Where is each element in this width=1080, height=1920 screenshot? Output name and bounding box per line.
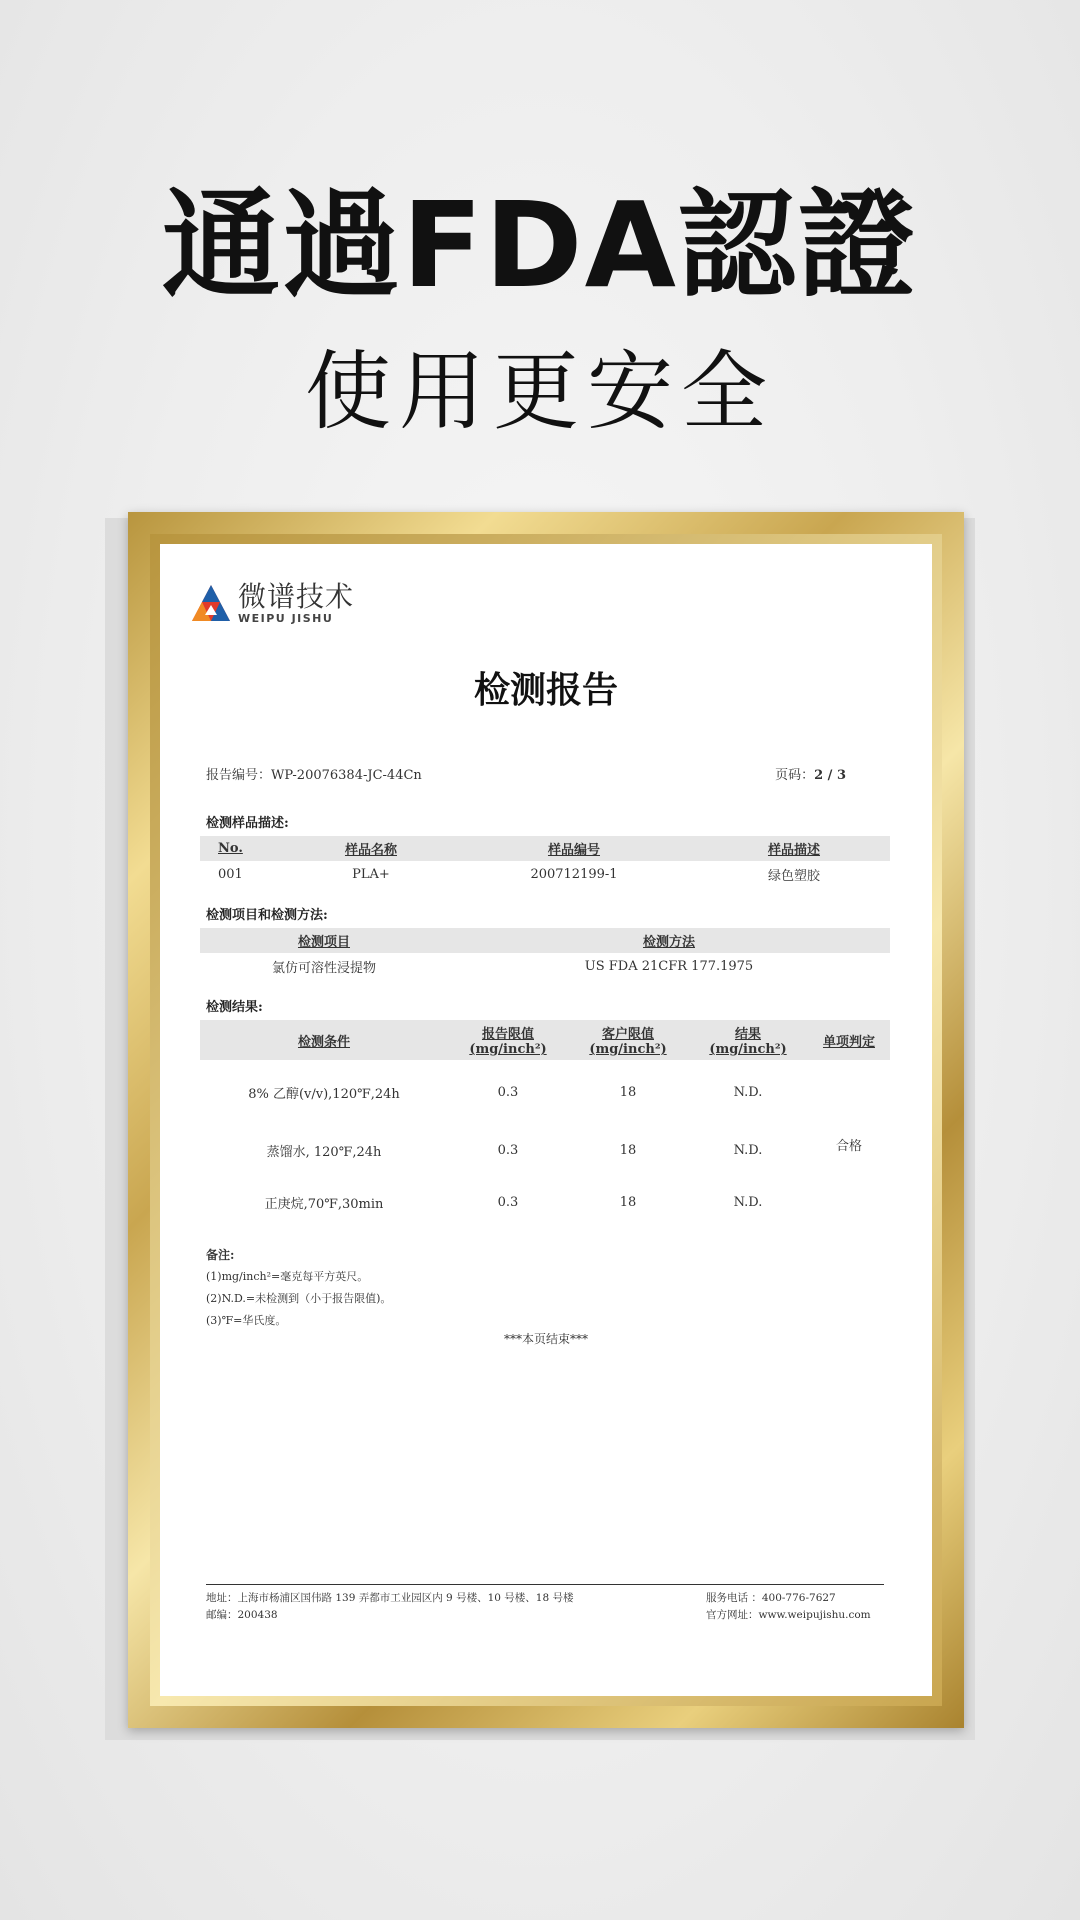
result-header-result: 结果 (mg/inch²): [688, 1020, 808, 1060]
weipu-logo-icon: [190, 583, 232, 625]
table-row: [200, 1124, 890, 1176]
result-report-limit: 0.3: [497, 1194, 519, 1210]
method-header-method: 检测方法: [448, 928, 890, 953]
result-value: N.D.: [733, 1194, 763, 1210]
headline: 通過FDA認證: [162, 176, 918, 314]
logo-chinese-name: 微谱技术: [238, 580, 355, 613]
page-indicator: [775, 764, 846, 783]
table-row: [200, 953, 890, 980]
sample-header-desc: 样品描述: [698, 836, 890, 861]
end-of-page-note: ***本页结束***: [503, 1332, 588, 1346]
result-section-title: 检测结果:: [206, 1000, 263, 1015]
test-report-document: [160, 544, 932, 1696]
result-condition: 蒸馏水, 120℉,24h: [266, 1144, 382, 1160]
table-row: [200, 1176, 890, 1228]
result-report-limit: 0.3: [497, 1084, 519, 1100]
subheadline: 使用更安全: [305, 342, 775, 442]
method-item: 氯仿可溶性浸提物: [271, 961, 376, 976]
document-footer: [206, 1590, 884, 1624]
report-meta: [206, 764, 846, 783]
footer-divider: [206, 1584, 884, 1585]
note-item: (3)℉=华氏度。: [206, 1314, 287, 1327]
result-header-report-limit: 报告限值 (mg/inch²): [448, 1020, 568, 1060]
result-client-limit: 18: [619, 1142, 637, 1158]
note-item: (2)N.D.=未检测到（小于报告限值)。: [206, 1292, 392, 1305]
footer-website: 官方网址：www.weipujishu.com: [706, 1609, 871, 1621]
footer-contact: [706, 1590, 871, 1624]
frame-inner-bevel: [150, 534, 942, 1706]
result-table: [200, 1020, 890, 1228]
result-client-limit: 18: [619, 1084, 637, 1100]
sample-desc: 绿色塑胶: [767, 869, 820, 884]
result-value: N.D.: [733, 1084, 763, 1100]
sample-header-id: 样品编号: [450, 836, 698, 861]
sample-header-name: 样品名称: [292, 836, 450, 861]
sample-no: 001: [218, 867, 243, 882]
result-condition: 正庚烷,70℉,30min: [264, 1196, 384, 1212]
footer-address: 地址：上海市杨浦区国伟路 139 弄都市工业园区内 9 号楼、10 号楼、18 号楼: [206, 1592, 574, 1604]
notes: [206, 1244, 391, 1332]
result-report-limit: 0.3: [497, 1142, 519, 1158]
method-table: [200, 928, 890, 980]
sample-section-title: 检测样品描述:: [206, 816, 289, 831]
result-condition: 8% 乙醇(v/v),120℉,24h: [248, 1086, 400, 1102]
result-header-client-limit: 客户限值 (mg/inch²): [568, 1020, 688, 1060]
company-logo: [190, 582, 354, 625]
result-header-condition: 检测条件: [200, 1020, 448, 1060]
footer-postcode: 邮编：200438: [206, 1609, 278, 1621]
footer-phone: 服务电话 ：400-776-7627: [706, 1592, 836, 1604]
method-header-item: 检测项目: [200, 928, 448, 953]
sample-id: 200712199-1: [530, 867, 618, 882]
method-section-title: 检测项目和检测方法:: [206, 908, 328, 923]
sample-table: [200, 836, 890, 888]
result-value: N.D.: [733, 1142, 763, 1158]
table-row: [200, 861, 890, 888]
table-row: [200, 1060, 890, 1124]
note-item: (1)mg/inch²=毫克每平方英尺。: [206, 1270, 369, 1283]
result-header-judgement: 单项判定: [808, 1020, 890, 1060]
page-number: 2 / 3: [814, 768, 846, 783]
document-title: 检测报告: [473, 669, 618, 711]
notes-header: 备注:: [206, 1248, 235, 1262]
report-no: WP-20076384-JC-44Cn: [271, 768, 422, 783]
result-client-limit: 18: [619, 1194, 637, 1210]
page-label: 页码：: [775, 768, 815, 783]
gold-frame: [128, 512, 964, 1728]
logo-english-name: WEIPU JISHU: [238, 612, 334, 625]
sample-header-no: No.: [200, 836, 292, 861]
report-no-label: 报告编号：: [206, 768, 272, 783]
sample-name: PLA+: [352, 867, 390, 882]
method-standard: US FDA 21CFR 177.1975: [584, 959, 754, 974]
result-judgement: 合格: [835, 1138, 862, 1154]
